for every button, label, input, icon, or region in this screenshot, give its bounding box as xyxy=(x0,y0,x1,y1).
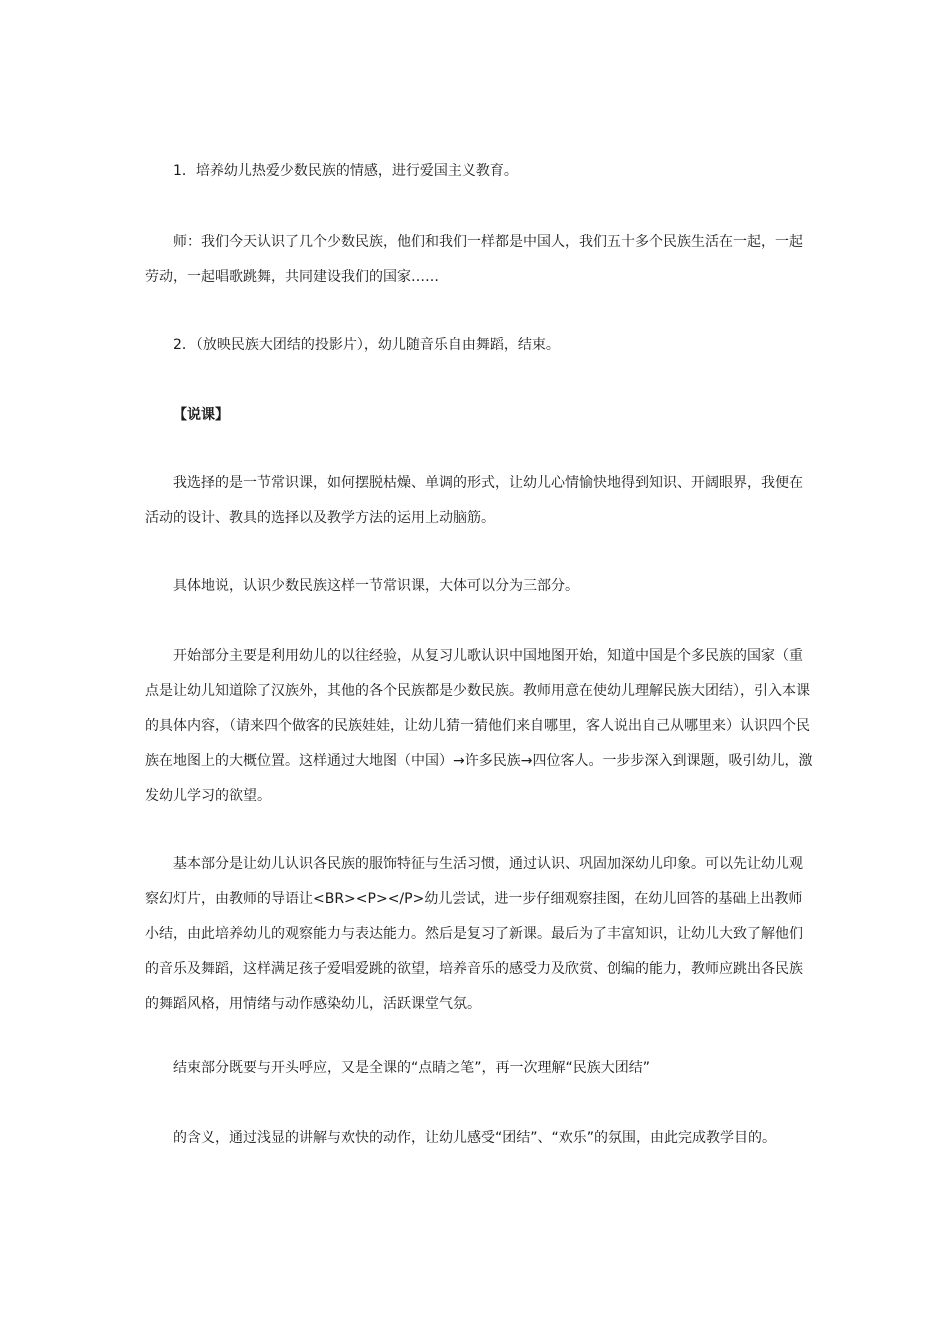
paragraph-teacher-speech: 师：我们今天认识了几个少数民族，他们和我们一样都是中国人，我们五十多个民族生活在一起，一起劳动，一起唱歌跳舞，共同建设我们的国家…… xyxy=(145,234,803,285)
paragraph-intro: 我选择的是一节常识课，如何摆脱枯燥、单调的形式，让幼儿心情愉快地得到知识、开阔眼界，我便在活动的设计、教具的选择以及教学方法的运用上动脑筋。 xyxy=(145,475,803,526)
paragraph-ending-meaning: 的含义，通过浅显的讲解与欢快的动作，让幼儿感受“团结”、“欢乐”的氛围，由此完成教学目的。 xyxy=(173,1130,777,1146)
paragraph-goal-1: 1．培养幼儿热爱少数民族的情感，进行爱国主义教育。 xyxy=(173,163,518,179)
paragraph-basic-part: 基本部分是让幼儿认识各民族的服饰特征与生活习惯，通过认识、巩固加深幼儿印象。可以先让幼儿观察幻灯片，由教师的导语让<BR><P></P>幼儿尝试，进一步仔细观察挂图，在幼儿回答的基础上出教师小结，由此培养幼儿的观察能力与表达能力。然后是复习了新课。最后为了丰富知识，让幼儿大致了解他们的音乐及舞蹈，这样满足孩子爱唱爱跳的欲望，培养音乐的感受力及欣赏、创编的能力，教师应跳出各民族的舞蹈风格，用情绪与动作感染幼儿，活跃课堂气氛。 xyxy=(145,856,803,1012)
paragraph-three-parts: 具体地说，认识少数民族这样一节常识课，大体可以分为三部分。 xyxy=(173,578,579,594)
section-heading-shuoke: 【说课】 xyxy=(173,407,229,423)
paragraph-ending-part: 结束部分既要与开头呼应，又是全课的“点睛之笔”，再一次理解“民族大团结” xyxy=(173,1060,651,1076)
paragraph-opening-part: 开始部分主要是利用幼儿的以往经验，从复习儿歌认识中国地图开始，知道中国是个多民族的国家（重点是让幼儿知道除了汉族外，其他的各个民族都是少数民族。教师用意在使幼儿理解民族大团结），引入本课的具体内容，（请来四个做客的民族娃娃，让幼儿猜一猜他们来自哪里，客人说出自己从哪里来）认识四个民族在地图上的大概位置。这样通过大地图（中国）→许多民族→四位客人。一步步深入到课题，吸引幼儿，激发幼儿学习的欲望。 xyxy=(145,648,813,804)
paragraph-step-2: 2．（放映民族大团结的投影片），幼儿随音乐自由舞蹈，结束。 xyxy=(173,337,560,353)
